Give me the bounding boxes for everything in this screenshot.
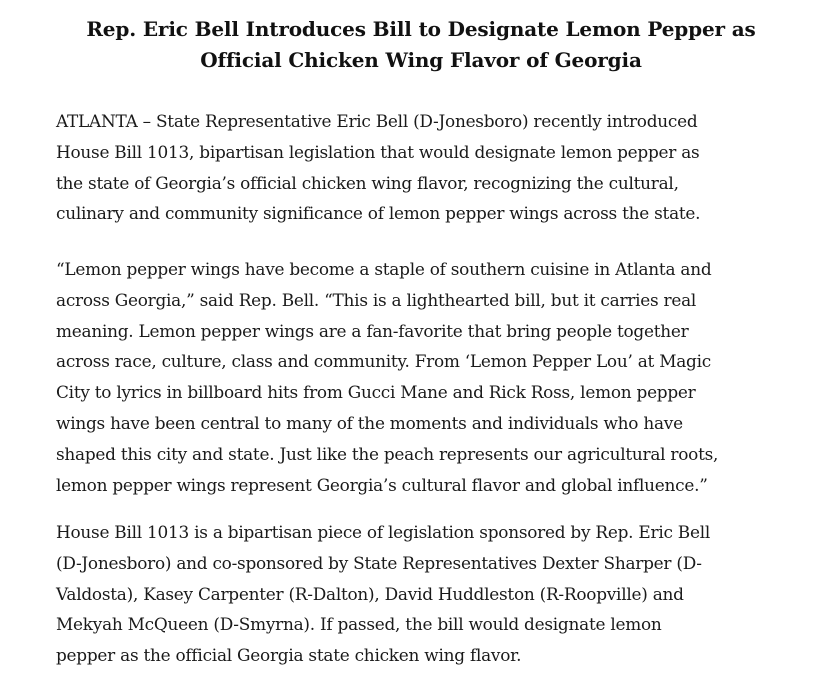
paragraph-line: the state of Georgia’s official chicken wing flavor, recognizing the cultural, <box>56 172 679 193</box>
paragraph-line: pepper as the official Georgia state chicken wing flavor. <box>56 645 522 666</box>
paragraph-line: (D-Jonesboro) and co-sponsored by State Representatives Dexter Sharper (D- <box>56 552 702 573</box>
headline <box>56 14 786 76</box>
paragraph-line: “Lemon pepper wings have become a staple of southern cuisine in Atlanta and <box>56 259 712 279</box>
paragraph-line: shaped this city and state. Just like the peach represents our agricultural roots, <box>56 443 719 464</box>
paragraph-line: wings have been central to many of the moments and individuals who have <box>56 412 683 433</box>
paragraph-line: meaning. Lemon pepper wings are a fan-favorite that bring people together <box>56 320 689 341</box>
paragraph-line: House Bill 1013, bipartisan legislation that would designate lemon pepper as <box>56 141 700 162</box>
paragraph-line: Valdosta), Kasey Carpenter (R-Dalton), David Huddleston (R-Roopville) and <box>56 583 684 604</box>
headline-line: Official Chicken Wing Flavor of Georgia <box>200 48 642 72</box>
paragraph-sponsors <box>56 517 710 671</box>
paragraph-line: City to lyrics in billboard hits from Gucci Mane and Rick Ross, lemon pepper <box>56 382 696 403</box>
paragraph-line: across Georgia,” said Rep. Bell. “This is a lighthearted bill, but it carries real <box>56 289 697 310</box>
press-release-article <box>56 14 786 666</box>
headline-line: Rep. Eric Bell Introduces Bill to Designate Lemon Pepper as <box>86 17 756 41</box>
paragraph-line: Mekyah McQueen (D-Smyrna). If passed, the bill would designate lemon <box>56 614 662 635</box>
paragraph-quote <box>56 254 718 500</box>
paragraph-line: House Bill 1013 is a bipartisan piece of legislation sponsored by Rep. Eric Bell <box>56 522 711 542</box>
paragraph-line: ATLANTA – State Representative Eric Bell (D-Jonesboro) recently introduced <box>56 111 698 131</box>
paragraph-intro <box>56 106 700 229</box>
paragraph-line: across race, culture, class and community. From ‘Lemon Pepper Lou’ at Magic <box>56 351 711 372</box>
paragraph-line: culinary and community significance of lemon pepper wings across the state. <box>56 203 701 224</box>
paragraph-line: lemon pepper wings represent Georgia’s cultural flavor and global influence.” <box>56 474 708 495</box>
